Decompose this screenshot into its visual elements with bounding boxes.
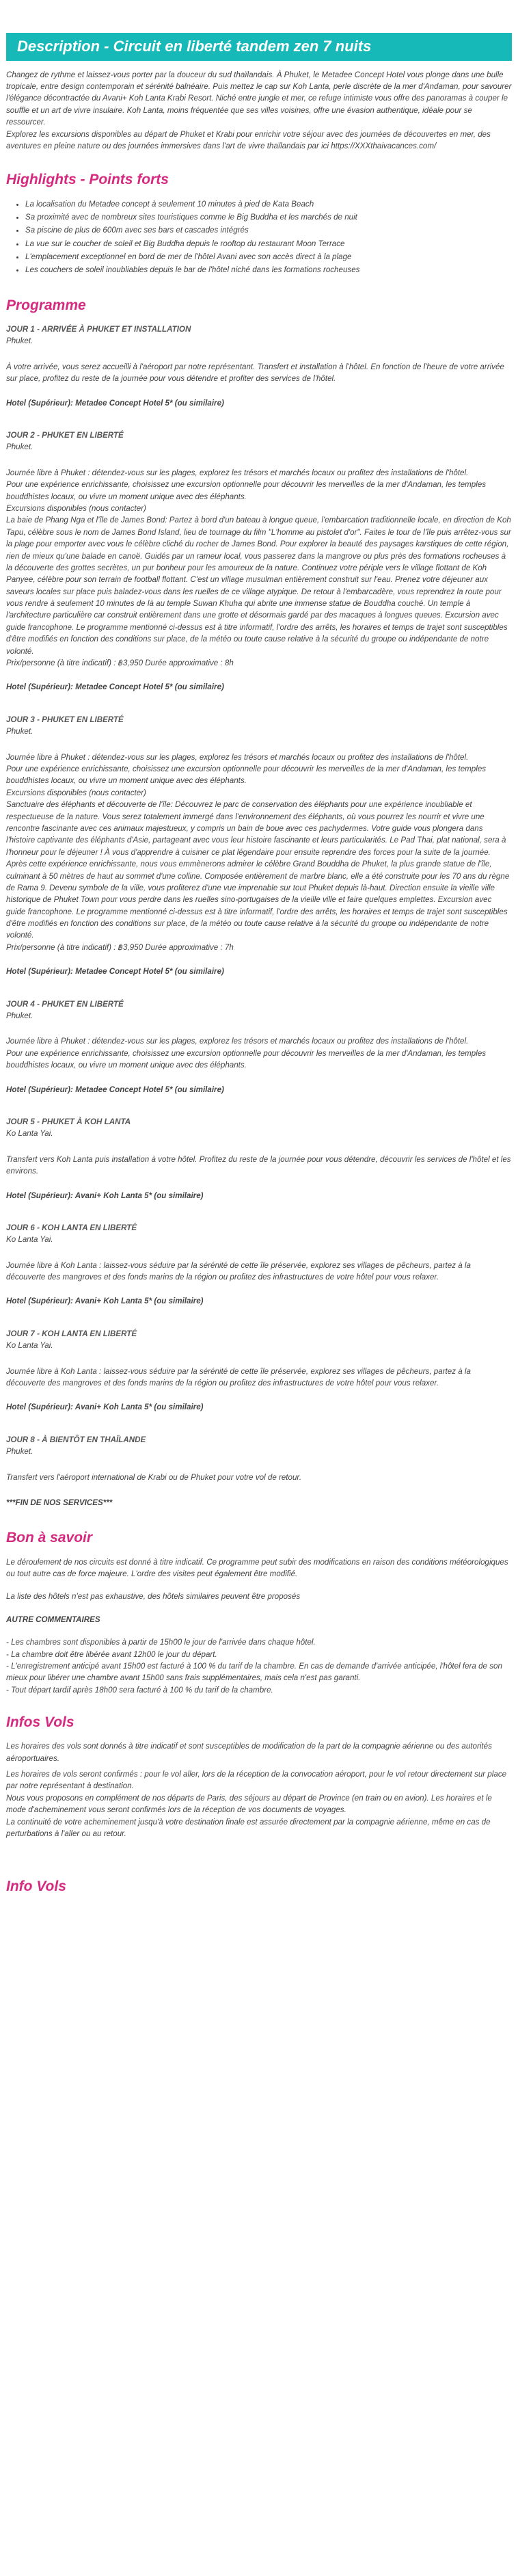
day-title: JOUR 2 - PHUKET EN LIBERTÉ: [6, 431, 124, 440]
day-block: [6, 429, 512, 693]
intro-paragraph: Explorez les excursions disponibles au départ de Phuket et Krabi pour enrichir votre séjour avec des journées de découvertes en mer, des aventures en pleine nature ou des journées immersives dans l'art de vivre thaïlandais par ici https://XXXthaivacances.com/: [6, 129, 491, 150]
day-block: [6, 714, 512, 978]
infos-vols-section: [6, 1714, 512, 1840]
day-description: [6, 1260, 512, 1284]
day-block: [6, 1116, 512, 1201]
intro-paragraph: Changez de rythme et laissez-vous porter par la douceur du sud thaïlandais. À Phuket, le Metadee Concept Hotel vous plonge dans une bulle tropicale, entre design contemporain et sérénité balnéaire. Puis mettez le cap sur Koh Lanta, perle discrète de la mer d'Andaman, pour savourer l'élégance décontractée du Avani+ Koh Lanta Krabi Resort. Niché entre jungle et mer, ce refuge intimiste vous offre des panoramas à couper le souffle et un art de vivre insulaire. Koh Lanta, moins fréquentée que ses villes voisines, offre une évasion authentique, idéale pour se ressourcer.: [6, 70, 512, 127]
day-description: [6, 467, 512, 669]
excursion-price: Prix/personne (à titre indicatif) : ฿3,950 Durée approximative : 8h: [6, 659, 234, 668]
infos-vols-paragraph: Nous vous proposons en complément de nos départs de Paris, des séjours au départ de Province (en train ou en avion). Les horaires et le mode d'acheminement vous seront confirmés lors de la réception de vos documents de voyages.: [6, 1793, 492, 1815]
day-title: JOUR 7 - KOH LANTA EN LIBERTÉ: [6, 1329, 137, 1338]
info-vols-section: [6, 1878, 512, 1895]
infos-vols-paragraph: La continuité de votre acheminement jusqu'à votre destination finale est assurée directement par la compagnie aérienne, même en cas de perturbations à l'aller ou au retour.: [6, 1817, 491, 1839]
day-block: [6, 998, 512, 1096]
day-title: JOUR 3 - PHUKET EN LIBERTÉ: [6, 715, 124, 724]
comment-line: - La chambre doit être libérée avant 12h00 le jour du départ.: [6, 1649, 217, 1659]
highlight-item: • L'emplacement exceptionnel en bord de mer de l'hôtel Avani avec son accès direct à la plage: [25, 251, 512, 263]
highlight-item: • Les couchers de soleil inoubliables depuis le bar de l'hôtel niché dans les formations rocheuses: [25, 264, 512, 276]
bon-a-savoir-paragraph: Le déroulement de nos circuits est donné à titre indicatif. Ce programme peut subir des modifications en raison des conditions météorologiques ou tout autre cas de force majeure. L'ordre des visites peut également être modifié.: [6, 1557, 508, 1578]
day-place: Phuket.: [6, 1011, 33, 1021]
day-paragraph: Journée libre à Phuket : détendez-vous sur les plages, explorez les trésors et marchés locaux ou profitez des installations de l'hôtel.: [6, 1037, 469, 1046]
day-description: [6, 361, 512, 385]
day-description: [6, 1472, 512, 1483]
excursions-heading: Excursions disponibles (nous contacter): [6, 503, 146, 513]
day-paragraph: Journée libre à Phuket : détendez-vous sur les plages, explorez les trésors et marchés locaux ou profitez des installations de l'hôtel.: [6, 468, 469, 477]
highlight-item: • La localisation du Metadee concept à seulement 10 minutes à pied de Kata Beach: [25, 198, 512, 210]
day-hotel: Hotel (Supérieur): Avani+ Koh Lanta 5* (ou similaire): [6, 1403, 204, 1412]
infos-vols-heading: Infos Vols: [6, 1714, 74, 1731]
excursion-description: La baie de Phang Nga et l'île de James Bond: Partez à bord d'un bateau à longue queue, l'embarcation traditionnelle locale, en direction de Koh Tapu, célèbre sous le nom de James Bond Island, lieu de tournage du film "L'homme au pistolet d'or". Faites le tour de l'île puis arrêtez-vous sur la plage pour emporter avec vous le célèbre cliché du rocher de James Bond. Pour explorer la beauté des paysages karstiques de cette région, rien de mieux qu'une balade en canoë. Guidés par un rameur local, vous passerez dans la mangrove ou plus près des formations rocheuses à la découverte des grottes secrètes, un pur bonheur pour les amoureux de la nature. Continuez votre périple vers le village flottant de Koh Panyee, célèbre pour son terrain de football flottant. C'est un village musulman entièrement construit sur l'eau. Prenez votre déjeuner aux saveurs locales sur place puis baladez-vous dans les ruelles de ce village atypique. De retour à l'embarcadère, vous reprendrez la route pour vous rendre à seulement 10 minutes de là au temple Suwan Khuha qui abrite une immense statue de Bouddha couché. Un temple à l'architecture particulière car construit entièrement dans une grotte et désormais gardé par des macaques à longues queues. Excursion avec guide francophone. Le programme mentionné ci-dessus est à titre informatif, l'ordre des arrêts, les horaires et temps de trajet sont susceptibles d'être modifiés en fonction des conditions sur place, de la météo ou toute cause relative à la sécurité du groupe ou indépendante de notre volonté.: [6, 516, 511, 656]
day-place: Ko Lanta Yai.: [6, 1235, 53, 1245]
comment-line: - L'enregistrement anticipé avant 15h00 est facturé à 100 % du tarif de la chambre. En cas de demande d'arrivée anticipée, l'hôtel fera de son mieux pour libérer une chambre avant 15h00 sans frais supplémentaires, mais cela n'est pas garanti.: [6, 1661, 502, 1683]
day-block: [6, 323, 512, 409]
day-description: [6, 1035, 512, 1071]
day-place: Phuket.: [6, 442, 33, 452]
day-hotel: Hotel (Supérieur): Metadee Concept Hotel 5* (ou similaire): [6, 967, 224, 977]
day-place: Phuket.: [6, 1447, 33, 1457]
day-place: Ko Lanta Yai.: [6, 1129, 53, 1139]
day-block: [6, 1222, 512, 1307]
highlight-item: • La vue sur le coucher de soleil et Big Buddha depuis le rooftop du restaurant Moon Terrace: [25, 238, 512, 250]
bon-a-savoir-heading: Bon à savoir: [6, 1530, 93, 1546]
day-title: JOUR 1 - ARRIVÉE À PHUKET ET INSTALLATION: [6, 325, 191, 334]
document-page: [6, 0, 512, 1896]
day-paragraph: Journée libre à Koh Lanta : laissez-vous séduire par la sérénité de cette île préservée, explorez ses villages de pêcheurs, partez à la découverte des mangroves et des fonds marins de la région ou profitez des infrastructures de votre hôtel pour vous relaxer.: [6, 1260, 471, 1282]
day-paragraph: Journée libre à Koh Lanta : laissez-vous séduire par la sérénité de cette île préservée, explorez ses villages de pêcheurs, partez à la découverte des mangroves et des fonds marins de la région ou profitez des infrastructures de votre hôtel pour vous relaxer.: [6, 1366, 471, 1388]
day-description: [6, 1366, 512, 1390]
day-place: Phuket.: [6, 727, 33, 736]
bon-a-savoir-section: [6, 1529, 512, 1696]
day-paragraph: Pour une expérience enrichissante, choisissez une excursion optionnelle pour découvrir les merveilles de la mer d'Andaman, les temples bouddhistes locaux, ou vivre un moment unique avec des éléphants.: [6, 1048, 487, 1070]
day-place: Ko Lanta Yai.: [6, 1341, 53, 1351]
day-hotel: Hotel (Supérieur): Avani+ Koh Lanta 5* (ou similaire): [6, 1297, 204, 1306]
bon-a-savoir-paragraph: La liste des hôtels n'est pas exhaustive, des hôtels similaires peuvent être proposés: [6, 1592, 301, 1602]
day-description: [6, 752, 512, 954]
comment-line: - Les chambres sont disponibles à partir de 15h00 le jour de l'arrivée dans chaque hôtel.: [6, 1638, 316, 1647]
day-hotel: Hotel (Supérieur): Metadee Concept Hotel 5* (ou similaire): [6, 1085, 224, 1094]
day-description: [6, 1154, 512, 1178]
highlight-item: • Sa proximité avec de nombreux sites touristiques comme le Big Buddha et les marchés de nuit: [25, 211, 512, 223]
highlights-list: [6, 198, 512, 276]
day-hotel: Hotel (Supérieur): Metadee Concept Hotel 5* (ou similaire): [6, 682, 224, 692]
excursion-description: Sanctuaire des éléphants et découverte de l'île: Découvrez le parc de conservation des éléphants pour une expérience inoubliable et respectueuse de la nature. Vous serez totalement immergé dans l'environnement des éléphants, où vous pourrez les nourrir et vivre une rencontre fascinante avec ces animaux majestueux, y compris un bain de boue avec ces pachydermes. Votre guide vous plongera dans l'histoire captivante des éléphants d'Asie, partageant avec vous leur histoire fascinante et leurs particularités. Le Pad Thai, plat national, sera à l'honneur pour le déjeuner ! À vous d'apprendre à cuisiner ce plat légendaire pour ensuite reprendre des forces pour la suite de la journée. Après cette expérience enrichissante, nous vous emmènerons admirer le célèbre Grand Bouddha de Phuket, la plus grande statue de l'île, culminant à 50 mètres de haut au sommet d'une colline. Composée entièrement de marbre blanc, elle a été construite pour les 70 ans du règne de Rama 9. Devenu symbole de la ville, vous profiterez d'une vue imprenable sur tout Phuket depuis là-haut. Direction ensuite la vieille ville historique de Phuket Town pour vous perdre dans les ruelles sino-portugaises de la vieille ville et faire quelques emplettes. Excursion avec guide francophone. Le programme mentionné ci-dessus est à titre informatif, l'ordre des arrêts, les horaires et temps de trajet sont susceptibles d'être modifiés en fonction des conditions sur place, de la météo ou toute cause relative à la sécurité du groupe ou indépendante de notre volonté.: [6, 800, 510, 940]
day-paragraph: Pour une expérience enrichissante, choisissez une excursion optionnelle pour découvrir les merveilles de la mer d'Andaman, les temples bouddhistes locaux, ou vivre un moment unique avec des éléphants.: [6, 480, 487, 501]
day-paragraph: Pour une expérience enrichissante, choisissez une excursion optionnelle pour découvrir les merveilles de la mer d'Andaman, les temples bouddhistes locaux, ou vivre un moment unique avec des éléphants.: [6, 764, 487, 786]
programme-heading: Programme: [6, 297, 86, 313]
day-paragraph: Journée libre à Phuket : détendez-vous sur les plages, explorez les trésors et marchés locaux ou profitez des installations de l'hôtel.: [6, 752, 469, 762]
end-of-services: ***FIN DE NOS SERVICES***: [6, 1498, 113, 1507]
intro: [6, 69, 512, 152]
page-title: Description - Circuit en liberté tandem zen 7 nuits: [6, 33, 512, 61]
comment-line: - Tout départ tardif après 18h00 sera facturé à 100 % du tarif de la chambre.: [6, 1685, 273, 1695]
excursion-price: Prix/personne (à titre indicatif) : ฿3,950 Durée approximative : 7h: [6, 942, 234, 952]
other-comments-heading: AUTRE COMMENTAIRES: [6, 1615, 100, 1624]
day-hotel: Hotel (Supérieur): Avani+ Koh Lanta 5* (ou similaire): [6, 1191, 204, 1200]
day-title: JOUR 5 - PHUKET À KOH LANTA: [6, 1117, 131, 1126]
day-block: [6, 1328, 512, 1413]
day-hotel: Hotel (Supérieur): Metadee Concept Hotel 5* (ou similaire): [6, 398, 224, 408]
day-place: Phuket.: [6, 336, 33, 346]
day-paragraph: Transfert vers l'aéroport international de Krabi ou de Phuket pour votre vol de retour.: [6, 1472, 302, 1482]
day-title: JOUR 6 - KOH LANTA EN LIBERTÉ: [6, 1223, 137, 1232]
day-block: [6, 1434, 512, 1483]
day-paragraph: À votre arrivée, vous serez accueilli à l'aéroport par notre représentant. Transfert et installation à l'hôtel. En fonction de l'heure de votre arrivée sur place, profitez du reste de la journée pour vous détendre et profiter des services de l'hôtel.: [6, 362, 504, 384]
infos-vols-paragraph: Les horaires des vols sont donnés à titre indicatif et sont susceptibles de modification de la part de la compagnie aérienne ou des autorités aéroportuaires.: [6, 1742, 492, 1763]
info-vols-heading: Info Vols: [6, 1878, 66, 1895]
highlights-heading: Highlights - Points forts: [6, 172, 169, 188]
day-title: JOUR 8 - À BIENTÔT EN THAÏLANDE: [6, 1435, 146, 1444]
day-title: JOUR 4 - PHUKET EN LIBERTÉ: [6, 999, 124, 1009]
infos-vols-paragraph: Les horaires de vols seront confirmés : pour le vol aller, lors de la réception de la convocation aéroport, pour le vol retour directement sur place par notre représentant à destination.: [6, 1770, 507, 1791]
highlight-item: • Sa piscine de plus de 600m avec ses bars et cascades intégrés: [25, 224, 512, 236]
excursions-heading: Excursions disponibles (nous contacter): [6, 788, 146, 797]
day-paragraph: Transfert vers Koh Lanta puis installation à votre hôtel. Profitez du reste de la journée pour vous détendre, découvrir les services de l'hôtel et les environs.: [6, 1154, 511, 1176]
